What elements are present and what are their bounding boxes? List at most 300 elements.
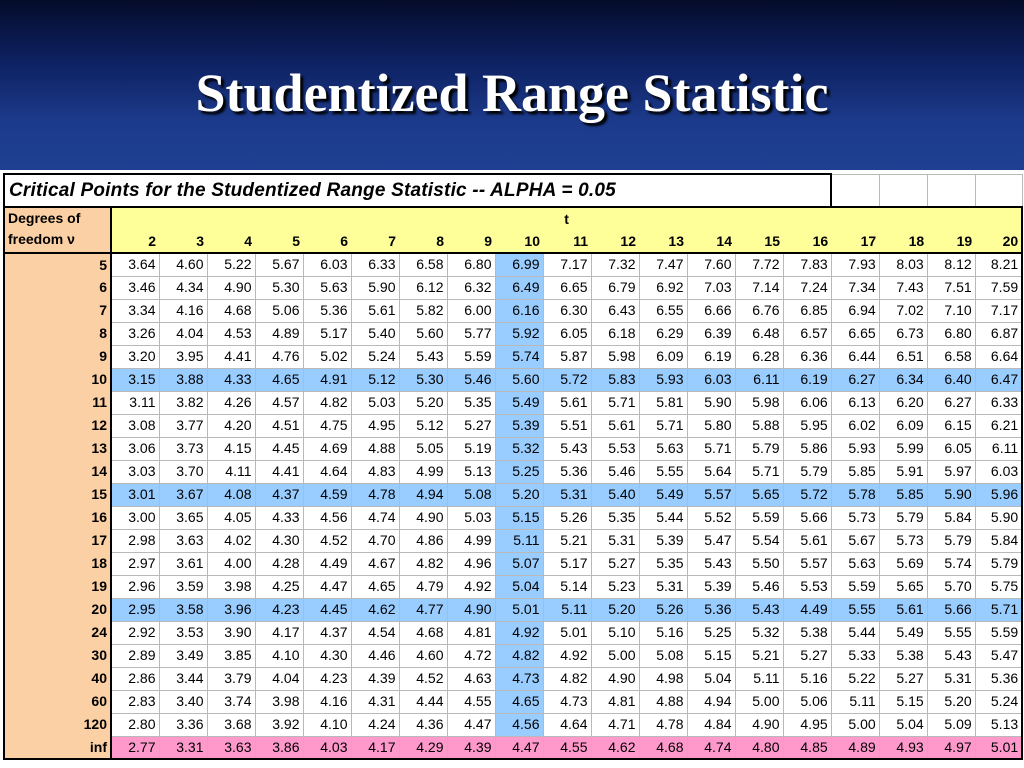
value-cell: 3.96 xyxy=(207,598,255,621)
value-cell: 3.85 xyxy=(207,644,255,667)
spreadsheet xyxy=(0,170,1024,768)
value-cell: 5.71 xyxy=(639,414,687,437)
value-cell: 4.63 xyxy=(447,667,495,690)
value-cell: 6.21 xyxy=(975,414,1022,437)
dof-cell: 7 xyxy=(4,299,111,322)
value-cell: 7.02 xyxy=(879,299,927,322)
value-cell: 5.36 xyxy=(303,299,351,322)
value-cell: 5.31 xyxy=(927,667,975,690)
value-cell: 4.46 xyxy=(351,644,399,667)
value-cell: 4.47 xyxy=(495,736,543,759)
value-cell: 5.59 xyxy=(447,345,495,368)
table-row xyxy=(4,736,1022,759)
value-cell: 3.44 xyxy=(159,667,207,690)
t-value-header: 19 xyxy=(927,230,975,253)
value-cell: 5.71 xyxy=(687,437,735,460)
value-cell: 5.26 xyxy=(543,506,591,529)
value-cell: 5.11 xyxy=(495,529,543,552)
value-cell: 6.73 xyxy=(879,322,927,345)
value-cell: 5.78 xyxy=(831,483,879,506)
value-cell: 5.60 xyxy=(399,322,447,345)
value-cell: 2.77 xyxy=(111,736,159,759)
value-cell: 5.70 xyxy=(927,575,975,598)
value-cell: 2.97 xyxy=(111,552,159,575)
dof-cell: 24 xyxy=(4,621,111,644)
value-cell: 3.98 xyxy=(255,690,303,713)
value-cell: 5.49 xyxy=(879,621,927,644)
value-cell: 4.59 xyxy=(303,483,351,506)
value-cell: 6.27 xyxy=(831,368,879,391)
value-cell: 5.31 xyxy=(591,529,639,552)
value-cell: 5.27 xyxy=(879,667,927,690)
dof-cell: 60 xyxy=(4,690,111,713)
t-value-header: 20 xyxy=(975,230,1022,253)
value-cell: 5.93 xyxy=(831,437,879,460)
value-cell: 6.20 xyxy=(879,391,927,414)
value-cell: 5.47 xyxy=(975,644,1022,667)
table-row xyxy=(4,598,1022,621)
value-cell: 4.78 xyxy=(351,483,399,506)
table-row xyxy=(4,667,1022,690)
value-cell: 7.34 xyxy=(831,276,879,299)
value-cell: 4.72 xyxy=(447,644,495,667)
value-cell: 4.79 xyxy=(399,575,447,598)
value-cell: 4.80 xyxy=(735,736,783,759)
table-row xyxy=(4,322,1022,345)
value-cell: 5.13 xyxy=(975,713,1022,736)
value-cell: 4.86 xyxy=(399,529,447,552)
value-cell: 5.04 xyxy=(495,575,543,598)
value-cell: 4.45 xyxy=(255,437,303,460)
value-cell: 4.24 xyxy=(351,713,399,736)
value-cell: 4.54 xyxy=(351,621,399,644)
value-cell: 4.16 xyxy=(159,299,207,322)
value-cell: 4.92 xyxy=(447,575,495,598)
value-cell: 7.60 xyxy=(687,253,735,276)
value-cell: 5.57 xyxy=(687,483,735,506)
t-header: t xyxy=(111,207,1022,230)
value-cell: 4.51 xyxy=(255,414,303,437)
value-cell: 3.73 xyxy=(159,437,207,460)
value-cell: 4.08 xyxy=(207,483,255,506)
value-cell: 5.25 xyxy=(495,460,543,483)
t-value-header: 2 xyxy=(111,230,159,253)
value-cell: 4.23 xyxy=(303,667,351,690)
value-cell: 7.47 xyxy=(639,253,687,276)
value-cell: 4.53 xyxy=(207,322,255,345)
value-cell: 3.77 xyxy=(159,414,207,437)
value-cell: 3.82 xyxy=(159,391,207,414)
value-cell: 6.02 xyxy=(831,414,879,437)
value-cell: 4.67 xyxy=(351,552,399,575)
value-cell: 3.46 xyxy=(111,276,159,299)
value-cell: 6.47 xyxy=(975,368,1022,391)
value-cell: 5.54 xyxy=(735,529,783,552)
value-cell: 6.13 xyxy=(831,391,879,414)
value-cell: 5.22 xyxy=(831,667,879,690)
value-cell: 6.11 xyxy=(975,437,1022,460)
value-cell: 5.20 xyxy=(591,598,639,621)
value-cell: 5.74 xyxy=(495,345,543,368)
value-cell: 4.31 xyxy=(351,690,399,713)
value-cell: 5.73 xyxy=(879,529,927,552)
value-cell: 4.64 xyxy=(543,713,591,736)
table-caption: Critical Points for the Studentized Range Statistic -- ALPHA = 0.05 xyxy=(4,174,831,207)
value-cell: 4.20 xyxy=(207,414,255,437)
value-cell: 4.83 xyxy=(351,460,399,483)
dof-cell: 10 xyxy=(4,368,111,391)
value-cell: 6.79 xyxy=(591,276,639,299)
value-cell: 5.44 xyxy=(639,506,687,529)
value-cell: 4.90 xyxy=(207,276,255,299)
value-cell: 4.69 xyxy=(303,437,351,460)
dof-cell: 13 xyxy=(4,437,111,460)
value-cell: 5.67 xyxy=(255,253,303,276)
value-cell: 6.43 xyxy=(591,299,639,322)
value-cell: 5.60 xyxy=(495,368,543,391)
value-cell: 5.09 xyxy=(927,713,975,736)
value-cell: 5.13 xyxy=(447,460,495,483)
value-cell: 5.66 xyxy=(927,598,975,621)
table-row xyxy=(4,552,1022,575)
table-row xyxy=(4,529,1022,552)
value-cell: 3.01 xyxy=(111,483,159,506)
value-cell: 4.02 xyxy=(207,529,255,552)
dof-cell: 30 xyxy=(4,644,111,667)
value-cell: 4.74 xyxy=(687,736,735,759)
value-cell: 5.98 xyxy=(591,345,639,368)
value-cell: 6.33 xyxy=(975,391,1022,414)
table-row xyxy=(4,253,1022,276)
value-cell: 4.37 xyxy=(303,621,351,644)
value-cell: 3.31 xyxy=(159,736,207,759)
value-cell: 3.65 xyxy=(159,506,207,529)
value-cell: 4.37 xyxy=(255,483,303,506)
value-cell: 5.61 xyxy=(591,414,639,437)
value-cell: 5.74 xyxy=(927,552,975,575)
value-cell: 4.44 xyxy=(399,690,447,713)
value-cell: 5.16 xyxy=(783,667,831,690)
value-cell: 4.68 xyxy=(399,621,447,644)
value-cell: 5.38 xyxy=(783,621,831,644)
value-cell: 5.66 xyxy=(783,506,831,529)
value-cell: 5.23 xyxy=(591,575,639,598)
value-cell: 6.03 xyxy=(303,253,351,276)
value-cell: 4.55 xyxy=(447,690,495,713)
value-cell: 5.08 xyxy=(447,483,495,506)
value-cell: 3.79 xyxy=(207,667,255,690)
value-cell: 4.78 xyxy=(639,713,687,736)
table-row xyxy=(4,391,1022,414)
dof-cell: 20 xyxy=(4,598,111,621)
value-cell: 2.92 xyxy=(111,621,159,644)
value-cell: 4.52 xyxy=(303,529,351,552)
blank-cell xyxy=(879,174,927,207)
value-cell: 5.27 xyxy=(783,644,831,667)
value-cell: 6.18 xyxy=(591,322,639,345)
value-cell: 6.32 xyxy=(447,276,495,299)
value-cell: 5.40 xyxy=(351,322,399,345)
value-cell: 3.34 xyxy=(111,299,159,322)
value-cell: 3.59 xyxy=(159,575,207,598)
table-row xyxy=(4,437,1022,460)
value-cell: 4.82 xyxy=(399,552,447,575)
value-cell: 5.71 xyxy=(975,598,1022,621)
value-cell: 4.89 xyxy=(831,736,879,759)
value-cell: 5.61 xyxy=(879,598,927,621)
value-cell: 3.86 xyxy=(255,736,303,759)
value-cell: 6.99 xyxy=(495,253,543,276)
value-cell: 5.21 xyxy=(543,529,591,552)
value-cell: 3.98 xyxy=(207,575,255,598)
dof-cell: 9 xyxy=(4,345,111,368)
value-cell: 5.43 xyxy=(399,345,447,368)
value-cell: 6.57 xyxy=(783,322,831,345)
value-cell: 6.64 xyxy=(975,345,1022,368)
value-cell: 6.09 xyxy=(879,414,927,437)
value-cell: 5.63 xyxy=(639,437,687,460)
value-cell: 6.44 xyxy=(831,345,879,368)
value-cell: 6.09 xyxy=(639,345,687,368)
value-cell: 4.94 xyxy=(399,483,447,506)
value-cell: 4.71 xyxy=(591,713,639,736)
value-cell: 5.59 xyxy=(975,621,1022,644)
value-cell: 3.95 xyxy=(159,345,207,368)
value-cell: 5.36 xyxy=(687,598,735,621)
value-cell: 6.16 xyxy=(495,299,543,322)
value-cell: 4.89 xyxy=(255,322,303,345)
value-cell: 5.40 xyxy=(591,483,639,506)
value-cell: 3.70 xyxy=(159,460,207,483)
table-row xyxy=(4,299,1022,322)
value-cell: 5.80 xyxy=(687,414,735,437)
t-value-header: 4 xyxy=(207,230,255,253)
value-cell: 5.21 xyxy=(735,644,783,667)
t-value-header: 6 xyxy=(303,230,351,253)
value-cell: 5.65 xyxy=(735,483,783,506)
value-cell: 5.03 xyxy=(351,391,399,414)
value-cell: 7.72 xyxy=(735,253,783,276)
value-cell: 4.95 xyxy=(783,713,831,736)
value-cell: 4.70 xyxy=(351,529,399,552)
value-cell: 6.76 xyxy=(735,299,783,322)
value-cell: 5.52 xyxy=(687,506,735,529)
value-cell: 7.51 xyxy=(927,276,975,299)
value-cell: 5.69 xyxy=(879,552,927,575)
value-cell: 5.90 xyxy=(351,276,399,299)
value-cell: 5.17 xyxy=(303,322,351,345)
value-cell: 5.15 xyxy=(687,644,735,667)
value-cell: 4.97 xyxy=(927,736,975,759)
value-cell: 4.84 xyxy=(687,713,735,736)
value-cell: 4.96 xyxy=(447,552,495,575)
value-cell: 6.34 xyxy=(879,368,927,391)
value-cell: 3.20 xyxy=(111,345,159,368)
value-cell: 5.65 xyxy=(879,575,927,598)
value-cell: 4.60 xyxy=(159,253,207,276)
value-cell: 5.82 xyxy=(399,299,447,322)
value-cell: 5.00 xyxy=(735,690,783,713)
value-cell: 5.49 xyxy=(639,483,687,506)
value-cell: 4.30 xyxy=(255,529,303,552)
value-cell: 5.01 xyxy=(495,598,543,621)
value-cell: 5.49 xyxy=(495,391,543,414)
value-cell: 5.59 xyxy=(831,575,879,598)
value-cell: 5.99 xyxy=(879,437,927,460)
value-cell: 4.47 xyxy=(303,575,351,598)
value-cell: 5.14 xyxy=(543,575,591,598)
value-cell: 4.90 xyxy=(591,667,639,690)
dof-cell: 19 xyxy=(4,575,111,598)
value-cell: 6.51 xyxy=(879,345,927,368)
value-cell: 4.05 xyxy=(207,506,255,529)
value-cell: 5.79 xyxy=(975,552,1022,575)
value-cell: 4.99 xyxy=(399,460,447,483)
value-cell: 5.64 xyxy=(687,460,735,483)
value-cell: 6.36 xyxy=(783,345,831,368)
value-cell: 5.87 xyxy=(543,345,591,368)
value-cell: 5.39 xyxy=(495,414,543,437)
value-cell: 3.03 xyxy=(111,460,159,483)
table-row xyxy=(4,713,1022,736)
table-row xyxy=(4,483,1022,506)
value-cell: 5.27 xyxy=(447,414,495,437)
value-cell: 4.28 xyxy=(255,552,303,575)
value-cell: 4.81 xyxy=(447,621,495,644)
value-cell: 4.57 xyxy=(255,391,303,414)
dof-cell: 16 xyxy=(4,506,111,529)
value-cell: 5.50 xyxy=(735,552,783,575)
value-cell: 5.35 xyxy=(639,552,687,575)
value-cell: 5.61 xyxy=(783,529,831,552)
value-cell: 7.59 xyxy=(975,276,1022,299)
value-cell: 5.88 xyxy=(735,414,783,437)
value-cell: 4.60 xyxy=(399,644,447,667)
value-cell: 5.10 xyxy=(591,621,639,644)
value-cell: 4.17 xyxy=(255,621,303,644)
dof-cell: 15 xyxy=(4,483,111,506)
value-cell: 4.88 xyxy=(351,437,399,460)
value-cell: 3.74 xyxy=(207,690,255,713)
value-cell: 4.26 xyxy=(207,391,255,414)
value-cell: 4.39 xyxy=(351,667,399,690)
value-cell: 6.19 xyxy=(783,368,831,391)
value-cell: 5.04 xyxy=(687,667,735,690)
value-cell: 6.03 xyxy=(975,460,1022,483)
value-cell: 6.00 xyxy=(447,299,495,322)
value-cell: 6.65 xyxy=(543,276,591,299)
t-value-header: 17 xyxy=(831,230,879,253)
value-cell: 2.95 xyxy=(111,598,159,621)
value-cell: 5.38 xyxy=(879,644,927,667)
value-cell: 7.24 xyxy=(783,276,831,299)
dof-header-line1: Degrees of xyxy=(8,210,81,226)
value-cell: 4.68 xyxy=(639,736,687,759)
value-cell: 5.71 xyxy=(735,460,783,483)
value-cell: 4.56 xyxy=(303,506,351,529)
value-cell: 4.34 xyxy=(159,276,207,299)
value-cell: 4.92 xyxy=(495,621,543,644)
value-cell: 3.49 xyxy=(159,644,207,667)
value-cell: 5.06 xyxy=(783,690,831,713)
value-cell: 4.75 xyxy=(303,414,351,437)
value-cell: 6.05 xyxy=(543,322,591,345)
value-cell: 5.02 xyxy=(303,345,351,368)
value-cell: 4.25 xyxy=(255,575,303,598)
dof-cell: 8 xyxy=(4,322,111,345)
dof-cell: 12 xyxy=(4,414,111,437)
dof-cell: 17 xyxy=(4,529,111,552)
value-cell: 4.95 xyxy=(351,414,399,437)
value-cell: 5.72 xyxy=(783,483,831,506)
value-cell: 7.32 xyxy=(591,253,639,276)
value-cell: 4.91 xyxy=(303,368,351,391)
t-value-header: 8 xyxy=(399,230,447,253)
value-cell: 7.03 xyxy=(687,276,735,299)
value-cell: 4.90 xyxy=(735,713,783,736)
value-cell: 5.67 xyxy=(831,529,879,552)
value-cell: 5.77 xyxy=(447,322,495,345)
value-cell: 4.94 xyxy=(687,690,735,713)
value-cell: 6.66 xyxy=(687,299,735,322)
value-cell: 4.82 xyxy=(303,391,351,414)
value-cell: 4.29 xyxy=(399,736,447,759)
value-cell: 5.11 xyxy=(543,598,591,621)
value-cell: 6.30 xyxy=(543,299,591,322)
value-cell: 5.31 xyxy=(543,483,591,506)
value-cell: 4.03 xyxy=(303,736,351,759)
value-cell: 5.84 xyxy=(975,529,1022,552)
value-cell: 6.15 xyxy=(927,414,975,437)
value-cell: 4.92 xyxy=(543,644,591,667)
value-cell: 5.36 xyxy=(543,460,591,483)
value-cell: 6.28 xyxy=(735,345,783,368)
value-cell: 4.17 xyxy=(351,736,399,759)
dof-cell: 120 xyxy=(4,713,111,736)
table-row xyxy=(4,345,1022,368)
value-cell: 4.65 xyxy=(495,690,543,713)
value-cell: 5.30 xyxy=(399,368,447,391)
value-cell: 3.63 xyxy=(207,736,255,759)
value-cell: 3.06 xyxy=(111,437,159,460)
value-cell: 6.03 xyxy=(687,368,735,391)
value-cell: 3.61 xyxy=(159,552,207,575)
value-cell: 5.44 xyxy=(831,621,879,644)
value-cell: 4.45 xyxy=(303,598,351,621)
value-cell: 5.39 xyxy=(639,529,687,552)
studentized-range-table xyxy=(3,173,1023,760)
value-cell: 6.85 xyxy=(783,299,831,322)
value-cell: 4.36 xyxy=(399,713,447,736)
value-cell: 4.65 xyxy=(351,575,399,598)
value-cell: 6.58 xyxy=(399,253,447,276)
value-cell: 5.12 xyxy=(399,414,447,437)
t-value-header: 9 xyxy=(447,230,495,253)
value-cell: 5.33 xyxy=(831,644,879,667)
value-cell: 4.39 xyxy=(447,736,495,759)
value-cell: 4.41 xyxy=(255,460,303,483)
table-row xyxy=(4,460,1022,483)
value-cell: 5.25 xyxy=(687,621,735,644)
value-cell: 5.36 xyxy=(975,667,1022,690)
value-cell: 7.17 xyxy=(543,253,591,276)
value-cell: 6.27 xyxy=(927,391,975,414)
value-cell: 5.47 xyxy=(687,529,735,552)
value-cell: 4.90 xyxy=(447,598,495,621)
value-cell: 5.84 xyxy=(927,506,975,529)
table-row xyxy=(4,368,1022,391)
value-cell: 5.85 xyxy=(879,483,927,506)
